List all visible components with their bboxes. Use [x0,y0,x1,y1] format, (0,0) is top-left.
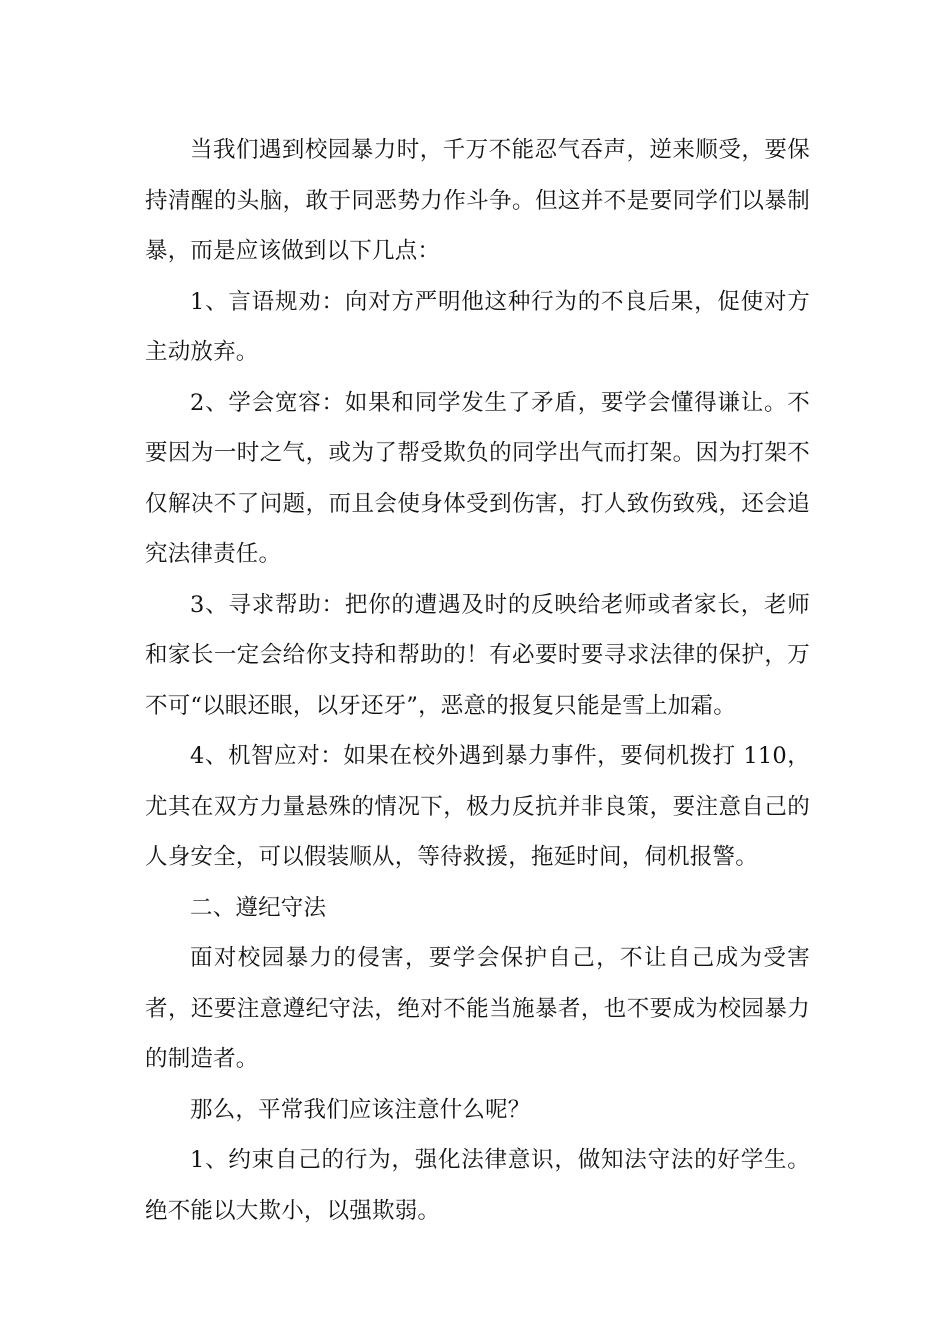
paragraph-point-2: 2、学会宽容：如果和同学发生了矛盾，要学会懂得谦让。不要因为一时之气，或为了帮受欺负的同学出气而打架。因为打架不仅解决不了问题，而且会使身体受到伤害，打人致伤致残，还会追究法律责任。 [145,389,810,567]
paragraph-section-intro: 面对校园暴力的侵害，要学会保护自己，不让自己成为受害者，还要注意遵纪守法，绝对不能当施暴者，也不要成为校园暴力的制造者。 [145,945,810,1072]
paragraph-point-1: 1、言语规劝：向对方严明他这种行为的不良后果，促使对方主动放弃。 [145,288,810,365]
section-heading: 二、遵纪守法 [190,894,327,921]
paragraph-question: 那么，平常我们应该注意什么呢？ [190,1096,531,1123]
paragraph-rule-1: 1、约束自己的行为，强化法律意识，做知法守法的好学生。绝不能以大欺小，以强欺弱。 [145,1147,810,1224]
paragraph-point-4: 4、机智应对：如果在校外遇到暴力事件，要伺机拨打 110，尤其在双方力量悬殊的情况下，极力反抗并非良策，要注意自己的人身安全，可以假装顺从，等待救援，拖延时间，伺机报警。 [145,743,810,870]
paragraph-point-3: 3、寻求帮助：把你的遭遇及时的反映给老师或者家长，老师和家长一定会给你支持和帮助的！有必要时要寻求法律的保护，万不可“以眼还眼，以牙还牙”，恶意的报复只能是雪上加霜。 [145,591,810,719]
document-body [145,125,810,1236]
paragraph-intro: 当我们遇到校园暴力时，千万不能忍气吞声，逆来顺受，要保持清醒的头脑，敢于同恶势力作斗争。但这并不是要同学们以暴制暴，而是应该做到以下几点： [145,137,810,264]
